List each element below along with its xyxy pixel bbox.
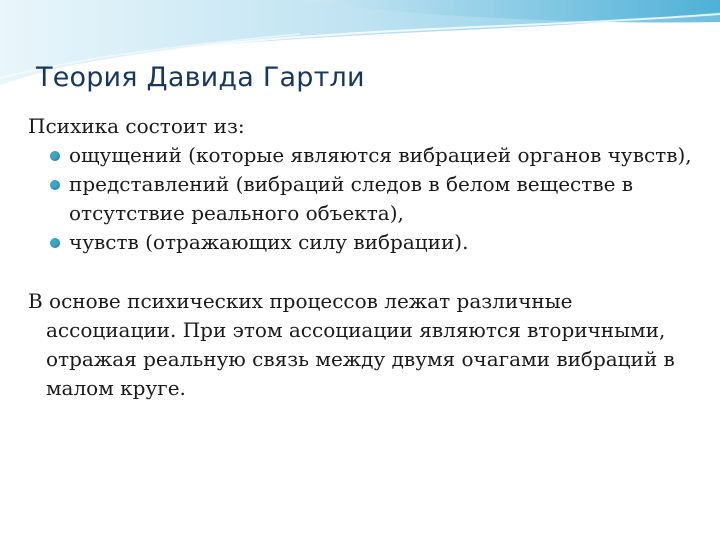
bullet-list xyxy=(28,141,713,257)
list-item xyxy=(46,141,713,170)
slide-content xyxy=(28,112,713,403)
list-item xyxy=(46,228,713,257)
bullet-text: представлений (вибраций следов в белом веществе в отсутствие реального объекта), xyxy=(69,172,634,225)
slide-title: Теория Давида Гартли xyxy=(36,62,365,93)
bullet-text: ощущений (которые являются вибрацией органов чувств), xyxy=(69,143,692,167)
bullet-text: чувств (отражающих силу вибрации). xyxy=(69,230,469,254)
body-paragraph: В основе психических процессов лежат различные ассоциации. При этом ассоциации являются вторичными, отражая реальную связь между двумя очагами вибраций в малом круге. xyxy=(28,289,675,400)
bullet-dot-icon xyxy=(50,151,60,161)
list-item xyxy=(46,170,713,228)
bullet-dot-icon xyxy=(50,180,60,190)
intro-text: Психика состоит из: xyxy=(28,114,245,138)
bullet-dot-icon xyxy=(50,238,60,248)
